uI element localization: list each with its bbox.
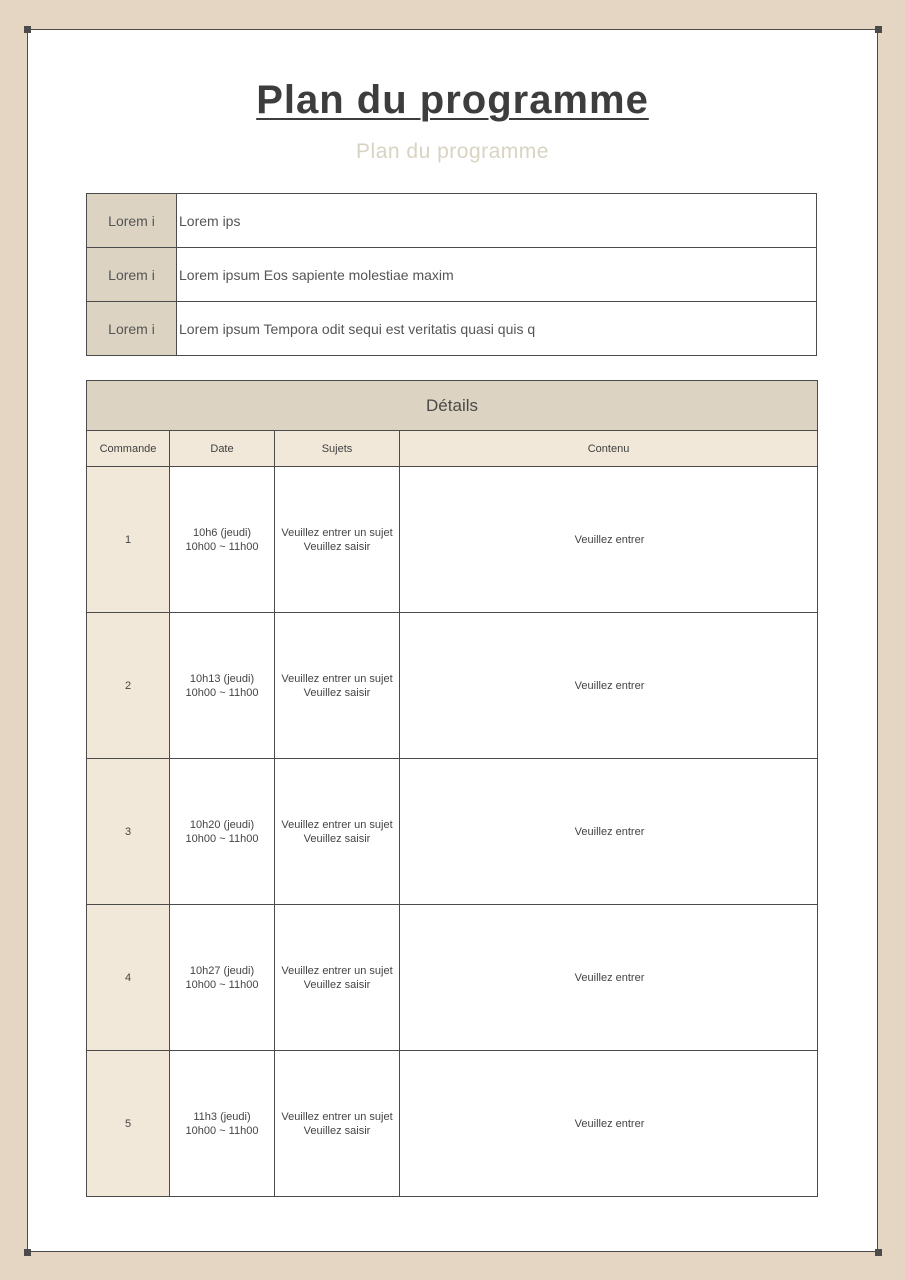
info-row [87, 194, 817, 248]
row-subject-sub: Veuillez saisir [303, 1124, 371, 1137]
row-subject-sub: Veuillez saisir [303, 978, 371, 991]
row-number: 5 [87, 1051, 170, 1197]
table-row [87, 467, 818, 613]
row-subject-cell[interactable] [275, 905, 400, 1051]
info-row [87, 302, 817, 356]
row-content[interactable]: Veuillez entrer [400, 905, 818, 1051]
details-heading: Détails [87, 381, 818, 431]
row-subject: Veuillez entrer un sujet [281, 964, 393, 977]
row-subject: Veuillez entrer un sujet [281, 526, 393, 539]
row-time: 10h00 ~ 11h00 [185, 686, 259, 699]
details-table [86, 380, 818, 1197]
info-value[interactable]: Lorem ipsum Eos sapiente molestiae maxim [177, 248, 817, 302]
info-label: Lorem i [87, 248, 177, 302]
row-date: 10h6 (jeudi) [192, 526, 252, 539]
row-number: 1 [87, 467, 170, 613]
row-subject-sub: Veuillez saisir [303, 540, 371, 553]
row-date: 10h27 (jeudi) [189, 964, 255, 977]
info-value[interactable]: Lorem ips [177, 194, 817, 248]
row-content[interactable]: Veuillez entrer [400, 759, 818, 905]
column-header-commande: Commande [87, 431, 170, 467]
row-subject: Veuillez entrer un sujet [281, 672, 393, 685]
row-content[interactable]: Veuillez entrer [400, 467, 818, 613]
row-number: 4 [87, 905, 170, 1051]
info-row [87, 248, 817, 302]
row-date-cell[interactable] [170, 467, 275, 613]
row-number: 3 [87, 759, 170, 905]
column-header-date: Date [170, 431, 275, 467]
info-table [86, 193, 817, 356]
row-subject: Veuillez entrer un sujet [281, 1110, 393, 1123]
row-subject-cell[interactable] [275, 467, 400, 613]
corner-marker-bottom-right [875, 1249, 882, 1256]
table-row [87, 759, 818, 905]
column-header-sujets: Sujets [275, 431, 400, 467]
row-content[interactable]: Veuillez entrer [400, 613, 818, 759]
row-subject-cell[interactable] [275, 1051, 400, 1197]
info-label: Lorem i [87, 302, 177, 356]
row-time: 10h00 ~ 11h00 [185, 1124, 259, 1137]
row-time: 10h00 ~ 11h00 [185, 540, 259, 553]
page-title-text: Plan du programme [256, 78, 649, 122]
row-time: 10h00 ~ 11h00 [185, 832, 259, 845]
corner-marker-bottom-left [24, 1249, 31, 1256]
info-value[interactable]: Lorem ipsum Tempora odit sequi est veritatis quasi quis q [177, 302, 817, 356]
row-date: 10h13 (jeudi) [189, 672, 255, 685]
table-row [87, 613, 818, 759]
column-header-contenu: Contenu [400, 431, 818, 467]
table-row [87, 1051, 818, 1197]
row-subject-sub: Veuillez saisir [303, 832, 371, 845]
page-subtitle: Plan du programme [356, 140, 549, 163]
row-date-cell[interactable] [170, 759, 275, 905]
table-row [87, 905, 818, 1051]
row-date-cell[interactable] [170, 905, 275, 1051]
row-subject-sub: Veuillez saisir [303, 686, 371, 699]
row-subject-cell[interactable] [275, 613, 400, 759]
row-time: 10h00 ~ 11h00 [185, 978, 259, 991]
corner-marker-top-left [24, 26, 31, 33]
row-number: 2 [87, 613, 170, 759]
row-subject: Veuillez entrer un sujet [281, 818, 393, 831]
row-date-cell[interactable] [170, 613, 275, 759]
row-date-cell[interactable] [170, 1051, 275, 1197]
row-date: 10h20 (jeudi) [189, 818, 255, 831]
row-subject-cell[interactable] [275, 759, 400, 905]
info-label: Lorem i [87, 194, 177, 248]
row-date: 11h3 (jeudi) [193, 1110, 251, 1123]
row-content[interactable]: Veuillez entrer [400, 1051, 818, 1197]
page-title [0, 78, 905, 123]
corner-marker-top-right [875, 26, 882, 33]
